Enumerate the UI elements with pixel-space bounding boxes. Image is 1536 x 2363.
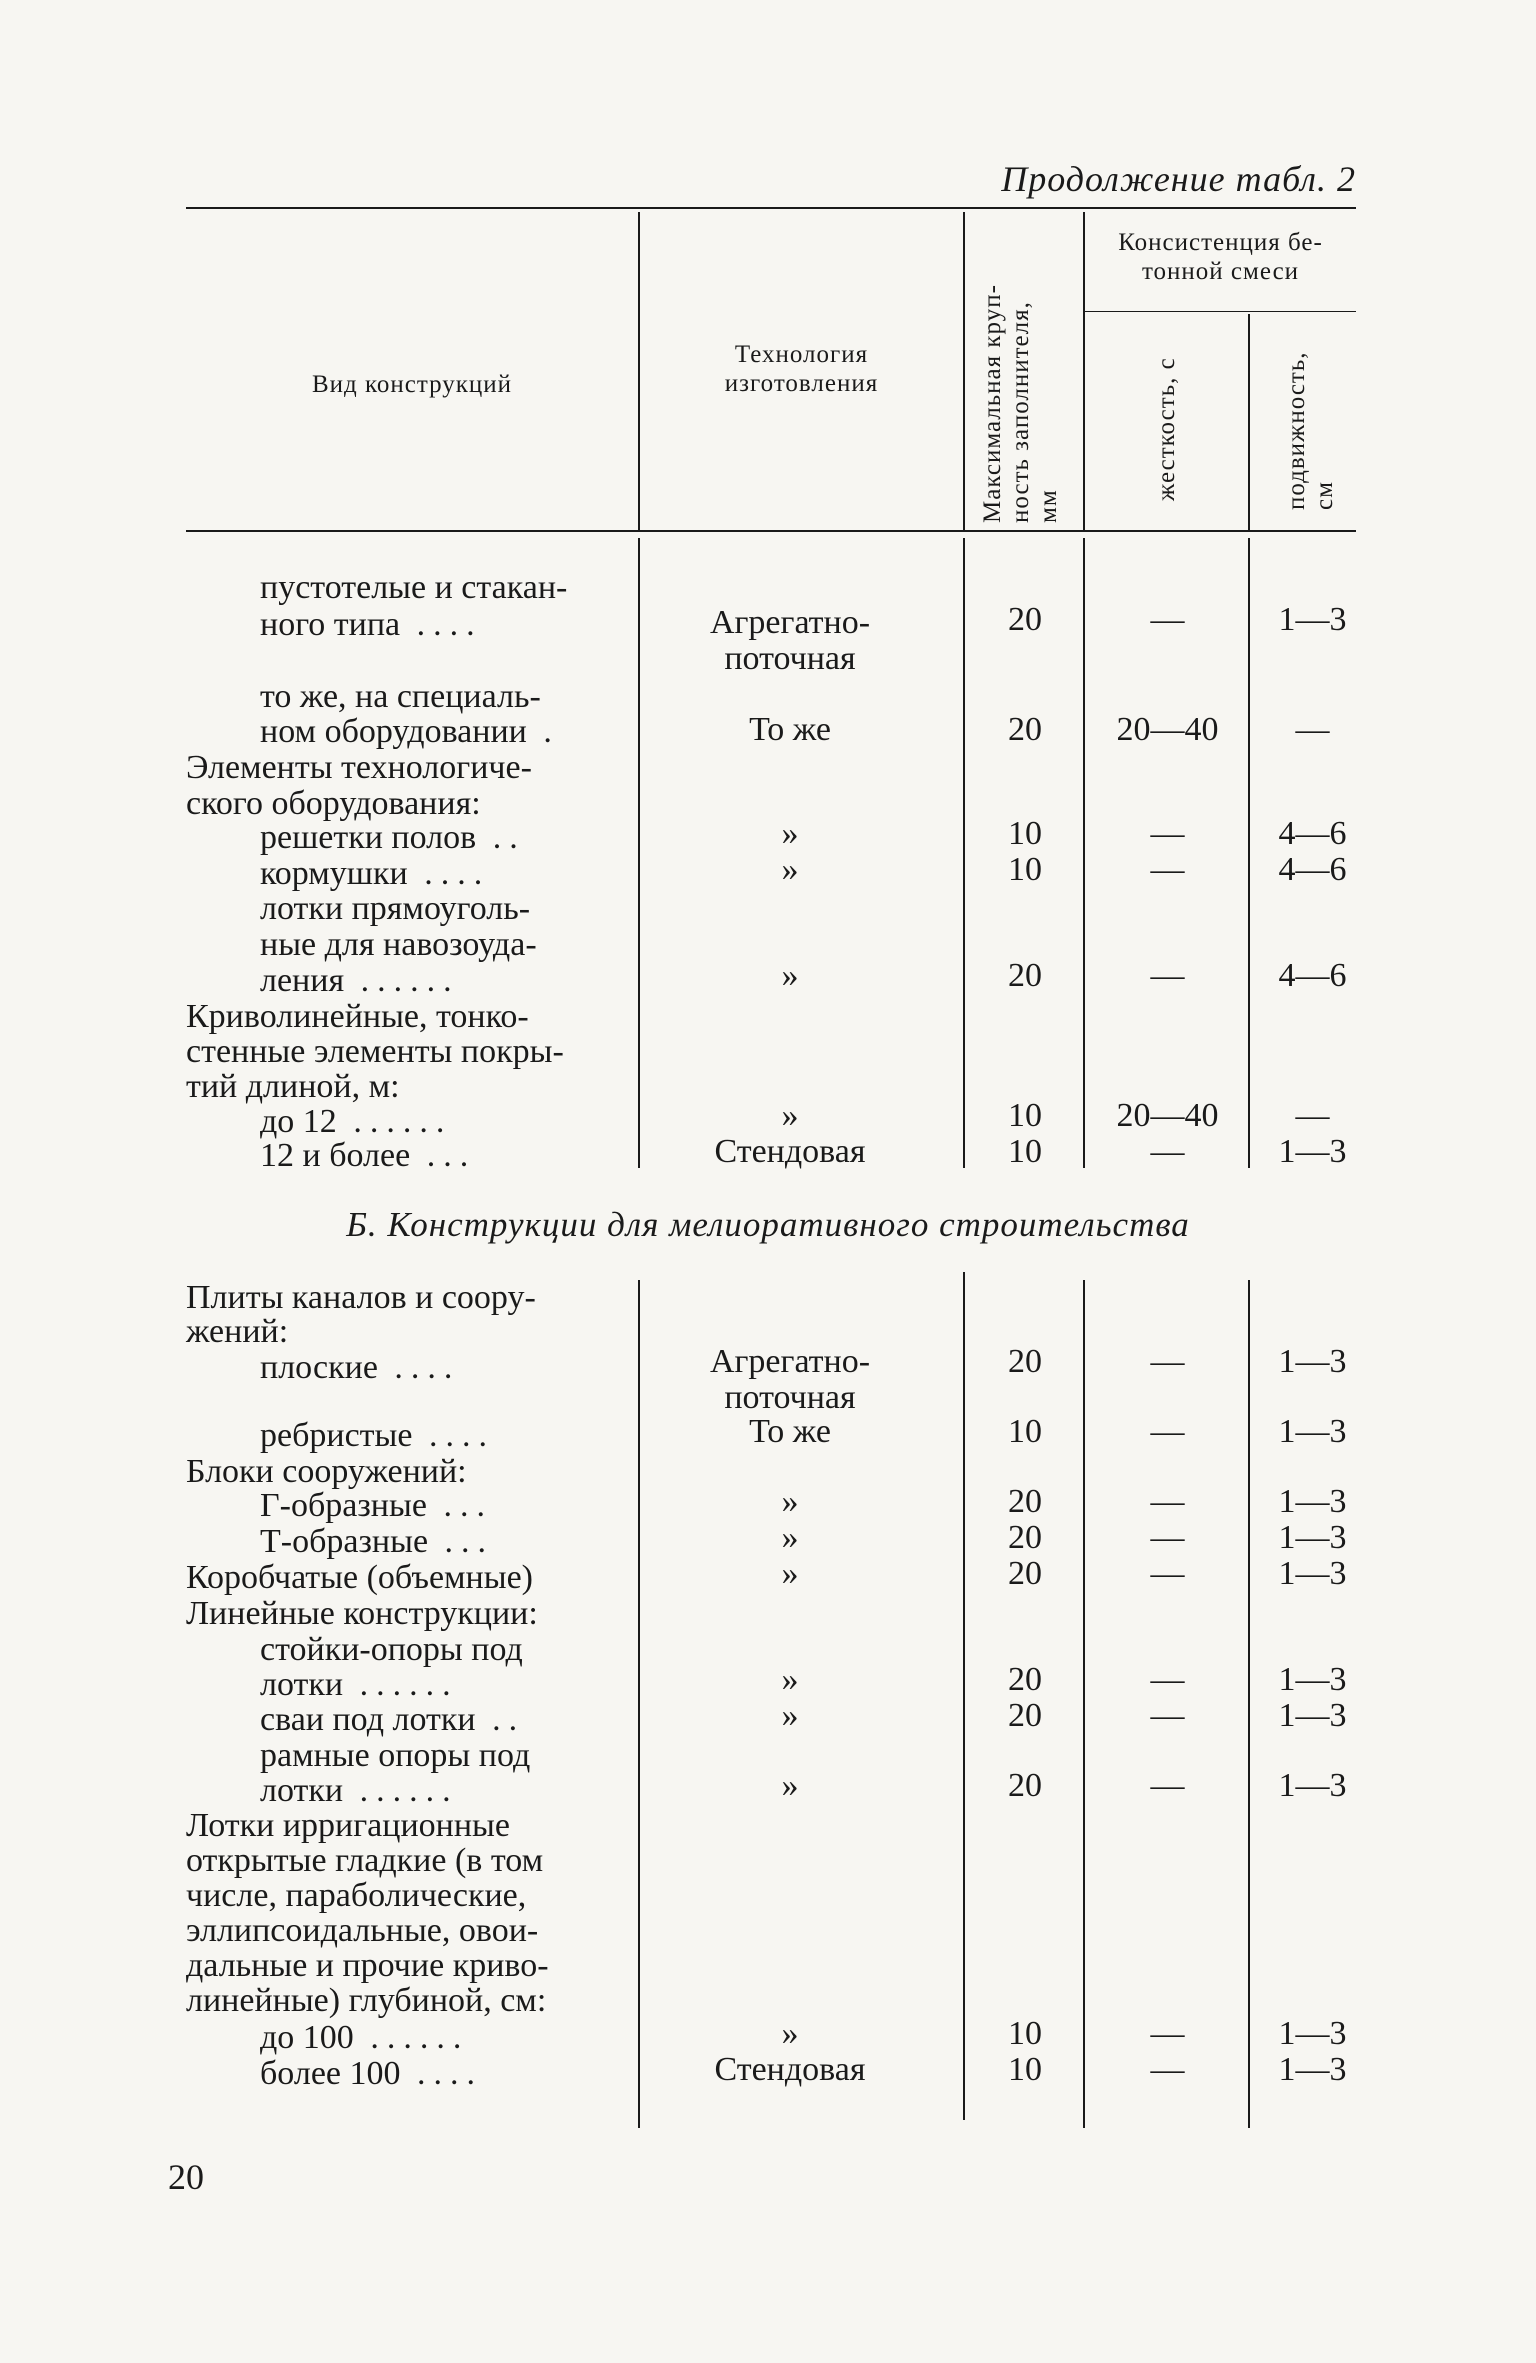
row-type: пустотелые и стакан-: [260, 569, 568, 606]
row-type: [260, 1702, 525, 1738]
leader-dots: ....: [400, 2055, 483, 2092]
header-consistency-line: Консистенция бе-: [1118, 229, 1323, 256]
row-type: [260, 1104, 452, 1140]
row-tech: »: [781, 815, 799, 852]
group-heading: стенные элементы покры-: [186, 1033, 564, 1070]
row-aggregate: 20: [1008, 1697, 1042, 1734]
group-heading: тий длиной, м:: [186, 1068, 400, 1105]
row-mobility: 4—6: [1278, 957, 1347, 994]
row-tech: »: [781, 1519, 799, 1556]
header-aggregate-line: ность заполнителя,: [1007, 301, 1034, 523]
row-type-text: решетки полов: [260, 819, 477, 856]
group-heading: Линейные конструкции:: [186, 1595, 538, 1632]
row-aggregate: 10: [1008, 1133, 1042, 1170]
row-type-text: кормушки: [260, 855, 408, 892]
header-technology: [640, 340, 963, 398]
row-type: [260, 820, 526, 856]
row-hardness: —: [1150, 815, 1185, 852]
table-continuation-caption: Продолжение табл. 2: [1001, 159, 1356, 199]
row-hardness: —: [1150, 1555, 1185, 1592]
row-aggregate: 10: [1008, 815, 1042, 852]
leader-dots: ...: [428, 1523, 495, 1560]
group-heading: дальные и прочие криво-: [186, 1947, 549, 1984]
row-type-text: ребристые: [260, 1417, 413, 1454]
row-hardness: —: [1150, 1413, 1185, 1450]
row-tech: То же: [749, 1413, 831, 1450]
row-type-text: Г-образные: [260, 1487, 427, 1524]
row-hardness: —: [1150, 1767, 1185, 1804]
row-type: [260, 1350, 460, 1386]
row-hardness: —: [1150, 1519, 1185, 1556]
row-hardness: —: [1150, 1343, 1185, 1380]
leader-dots: ...: [410, 1137, 477, 1174]
header-technology-line: изготовления: [724, 370, 879, 397]
row-type: ные для навозоуда-: [260, 926, 537, 963]
row-type-text: лотки: [260, 1666, 344, 1703]
row-tech: поточная: [724, 1379, 856, 1416]
row-type: [260, 2056, 483, 2092]
row-tech: »: [781, 851, 799, 888]
leader-dots: ....: [412, 1417, 495, 1454]
row-type-text: лотки: [260, 1772, 344, 1809]
header-consistency-line: тонной смеси: [1141, 258, 1300, 285]
row-type-text: Т-образные: [260, 1523, 429, 1560]
header-divider-2: [963, 212, 965, 530]
group-heading: ского оборудования:: [186, 785, 481, 822]
leader-dots: ....: [400, 606, 483, 643]
row-aggregate: 10: [1008, 1097, 1042, 1134]
row-aggregate: 20: [1008, 1555, 1042, 1592]
header-aggregate-line: мм: [1035, 489, 1062, 523]
leader-dots: ....: [407, 855, 491, 892]
row-aggregate: 10: [1008, 851, 1042, 888]
row-mobility: 1—3: [1278, 1343, 1347, 1380]
group-heading: линейные) глубиной, см:: [186, 1982, 547, 2019]
row-hardness: —: [1150, 2015, 1185, 2052]
row-type: стойки-опоры под: [260, 1631, 523, 1668]
row-aggregate: 20: [1008, 1483, 1042, 1520]
row-tech: »: [781, 1697, 799, 1734]
row-type: рамные опоры под: [260, 1737, 531, 1774]
header-aggregate-line: Максимальная круп-: [979, 284, 1006, 523]
group-heading: Элементы технологиче-: [186, 749, 532, 786]
row-tech: То же: [749, 711, 831, 748]
leader-dots: ...: [426, 1487, 493, 1524]
row-hardness: —: [1150, 601, 1185, 638]
row-type: [260, 1524, 494, 1560]
row-mobility: 1—3: [1278, 1519, 1347, 1556]
header-mobility-line: подвижность,: [1283, 351, 1310, 510]
row-hardness: —: [1150, 1133, 1185, 1170]
row-mobility: 1—3: [1278, 1767, 1347, 1804]
row-aggregate: 20: [1008, 601, 1042, 638]
header-top-rule: [186, 207, 1356, 209]
group-heading: числе, параболические,: [186, 1877, 527, 1914]
row-aggregate: 10: [1008, 1413, 1042, 1450]
row-type: [260, 1773, 459, 1809]
row-tech: Агрегатно-: [709, 1343, 871, 1380]
row-aggregate: 20: [1008, 711, 1042, 748]
row-type: [260, 1667, 459, 1703]
leader-dots: ..: [476, 819, 526, 856]
leader-dots: .: [526, 713, 560, 750]
row-tech: »: [781, 1767, 799, 1804]
row-mobility: 1—3: [1278, 1697, 1347, 1734]
section-b-title: Б. Конструкции для мелиоративного строительства: [346, 1205, 1190, 1244]
row-tech: Стендовая: [714, 1133, 866, 1170]
row-mobility: 1—3: [1278, 1413, 1347, 1450]
group-heading: Лотки ирригационные: [186, 1807, 510, 1844]
row-type-text: до 100: [260, 2019, 354, 2056]
leader-dots: ......: [343, 1772, 459, 1809]
row-aggregate: 10: [1008, 2015, 1042, 2052]
row-type: то же, на специаль-: [260, 678, 541, 715]
row-type-text: ного типа: [260, 606, 401, 643]
row-tech: »: [781, 1661, 799, 1698]
row-type-text: сваи под лотки: [260, 1701, 476, 1738]
row-tech: »: [781, 957, 799, 994]
group-heading: эллипсоидальные, овои-: [186, 1912, 539, 1949]
row-hardness: 20—40: [1116, 711, 1219, 748]
consistency-divider: [1085, 311, 1356, 312]
row-tech: »: [781, 1483, 799, 1520]
header-consistency: [1085, 228, 1356, 286]
row-type: [260, 1418, 495, 1454]
row-type-text: ном оборудовании: [260, 713, 527, 750]
row-tech: Агрегатно-: [709, 604, 871, 641]
row-mobility: 4—6: [1278, 851, 1347, 888]
leader-dots: ......: [344, 962, 460, 999]
row-hardness: —: [1150, 957, 1185, 994]
row-mobility: 1—3: [1278, 1483, 1347, 1520]
row-hardness: —: [1150, 1697, 1185, 1734]
row-type: [260, 1488, 493, 1524]
row-hardness: 20—40: [1116, 1097, 1219, 1134]
row-mobility: 4—6: [1278, 815, 1347, 852]
group-heading: Криволинейные, тонко-: [186, 998, 529, 1035]
row-hardness: —: [1150, 1483, 1185, 1520]
header-type: Вид конструкций: [311, 371, 513, 398]
row-hardness: —: [1150, 851, 1185, 888]
row-mobility: 1—3: [1278, 1555, 1347, 1592]
row-type: лотки прямоуголь-: [260, 890, 531, 927]
row-mobility: 1—3: [1278, 1133, 1347, 1170]
header-bottom-rule: [186, 530, 1356, 532]
group-heading: жений:: [186, 1313, 289, 1350]
leader-dots: ..: [475, 1701, 526, 1738]
row-aggregate: 20: [1008, 957, 1042, 994]
row-aggregate: 20: [1008, 1519, 1042, 1556]
row-tech: »: [781, 2015, 799, 2052]
row-aggregate: 20: [1008, 1767, 1042, 1804]
header-hardness: жесткость, с: [1153, 357, 1180, 501]
row-mobility: 1—3: [1278, 2051, 1347, 2088]
header-mobility: [1283, 350, 1343, 510]
row-mobility: —: [1295, 711, 1330, 748]
group-heading: открытые гладкие (в том: [186, 1842, 544, 1879]
group-heading: Блоки сооружений:: [186, 1453, 467, 1490]
row-type: [260, 856, 490, 892]
row-tech: поточная: [724, 640, 856, 677]
header-aggregate: [979, 223, 1069, 523]
row-type-text: 12 и более: [260, 1137, 411, 1174]
header-technology-line: Технология: [734, 341, 869, 368]
row-type-text: ления: [260, 962, 345, 999]
row-mobility: 1—3: [1278, 2015, 1347, 2052]
header-divider-4: [1248, 314, 1250, 530]
row-mobility: —: [1295, 1097, 1330, 1134]
row-hardness: —: [1150, 2051, 1185, 2088]
row-type: [260, 963, 460, 999]
row-type: [260, 607, 483, 643]
page-number: 20: [168, 2157, 204, 2197]
row-aggregate: 10: [1008, 2051, 1042, 2088]
row-tech: »: [781, 1097, 799, 1134]
row-type: [260, 714, 560, 750]
row-type-text: до 12: [260, 1103, 337, 1140]
row-aggregate: 20: [1008, 1343, 1042, 1380]
row-type: [260, 1138, 476, 1174]
leader-dots: ......: [336, 1103, 453, 1140]
group-heading: Плиты каналов и соору-: [186, 1279, 536, 1316]
leader-dots: ......: [343, 1666, 459, 1703]
row-type: [260, 2020, 469, 2056]
row-mobility: 1—3: [1278, 601, 1347, 638]
row-type-text: плоские: [260, 1349, 378, 1386]
row-tech: »: [781, 1555, 799, 1592]
header-mobility-line: см: [1311, 481, 1338, 510]
leader-dots: ......: [353, 2019, 470, 2056]
leader-dots: ....: [377, 1349, 461, 1386]
row-tech: Стендовая: [714, 2051, 866, 2088]
row-type-text: более 100: [260, 2055, 401, 2092]
row-type: Коробчатые (объемные): [186, 1559, 534, 1596]
row-mobility: 1—3: [1278, 1661, 1347, 1698]
row-hardness: —: [1150, 1661, 1185, 1698]
row-aggregate: 20: [1008, 1661, 1042, 1698]
